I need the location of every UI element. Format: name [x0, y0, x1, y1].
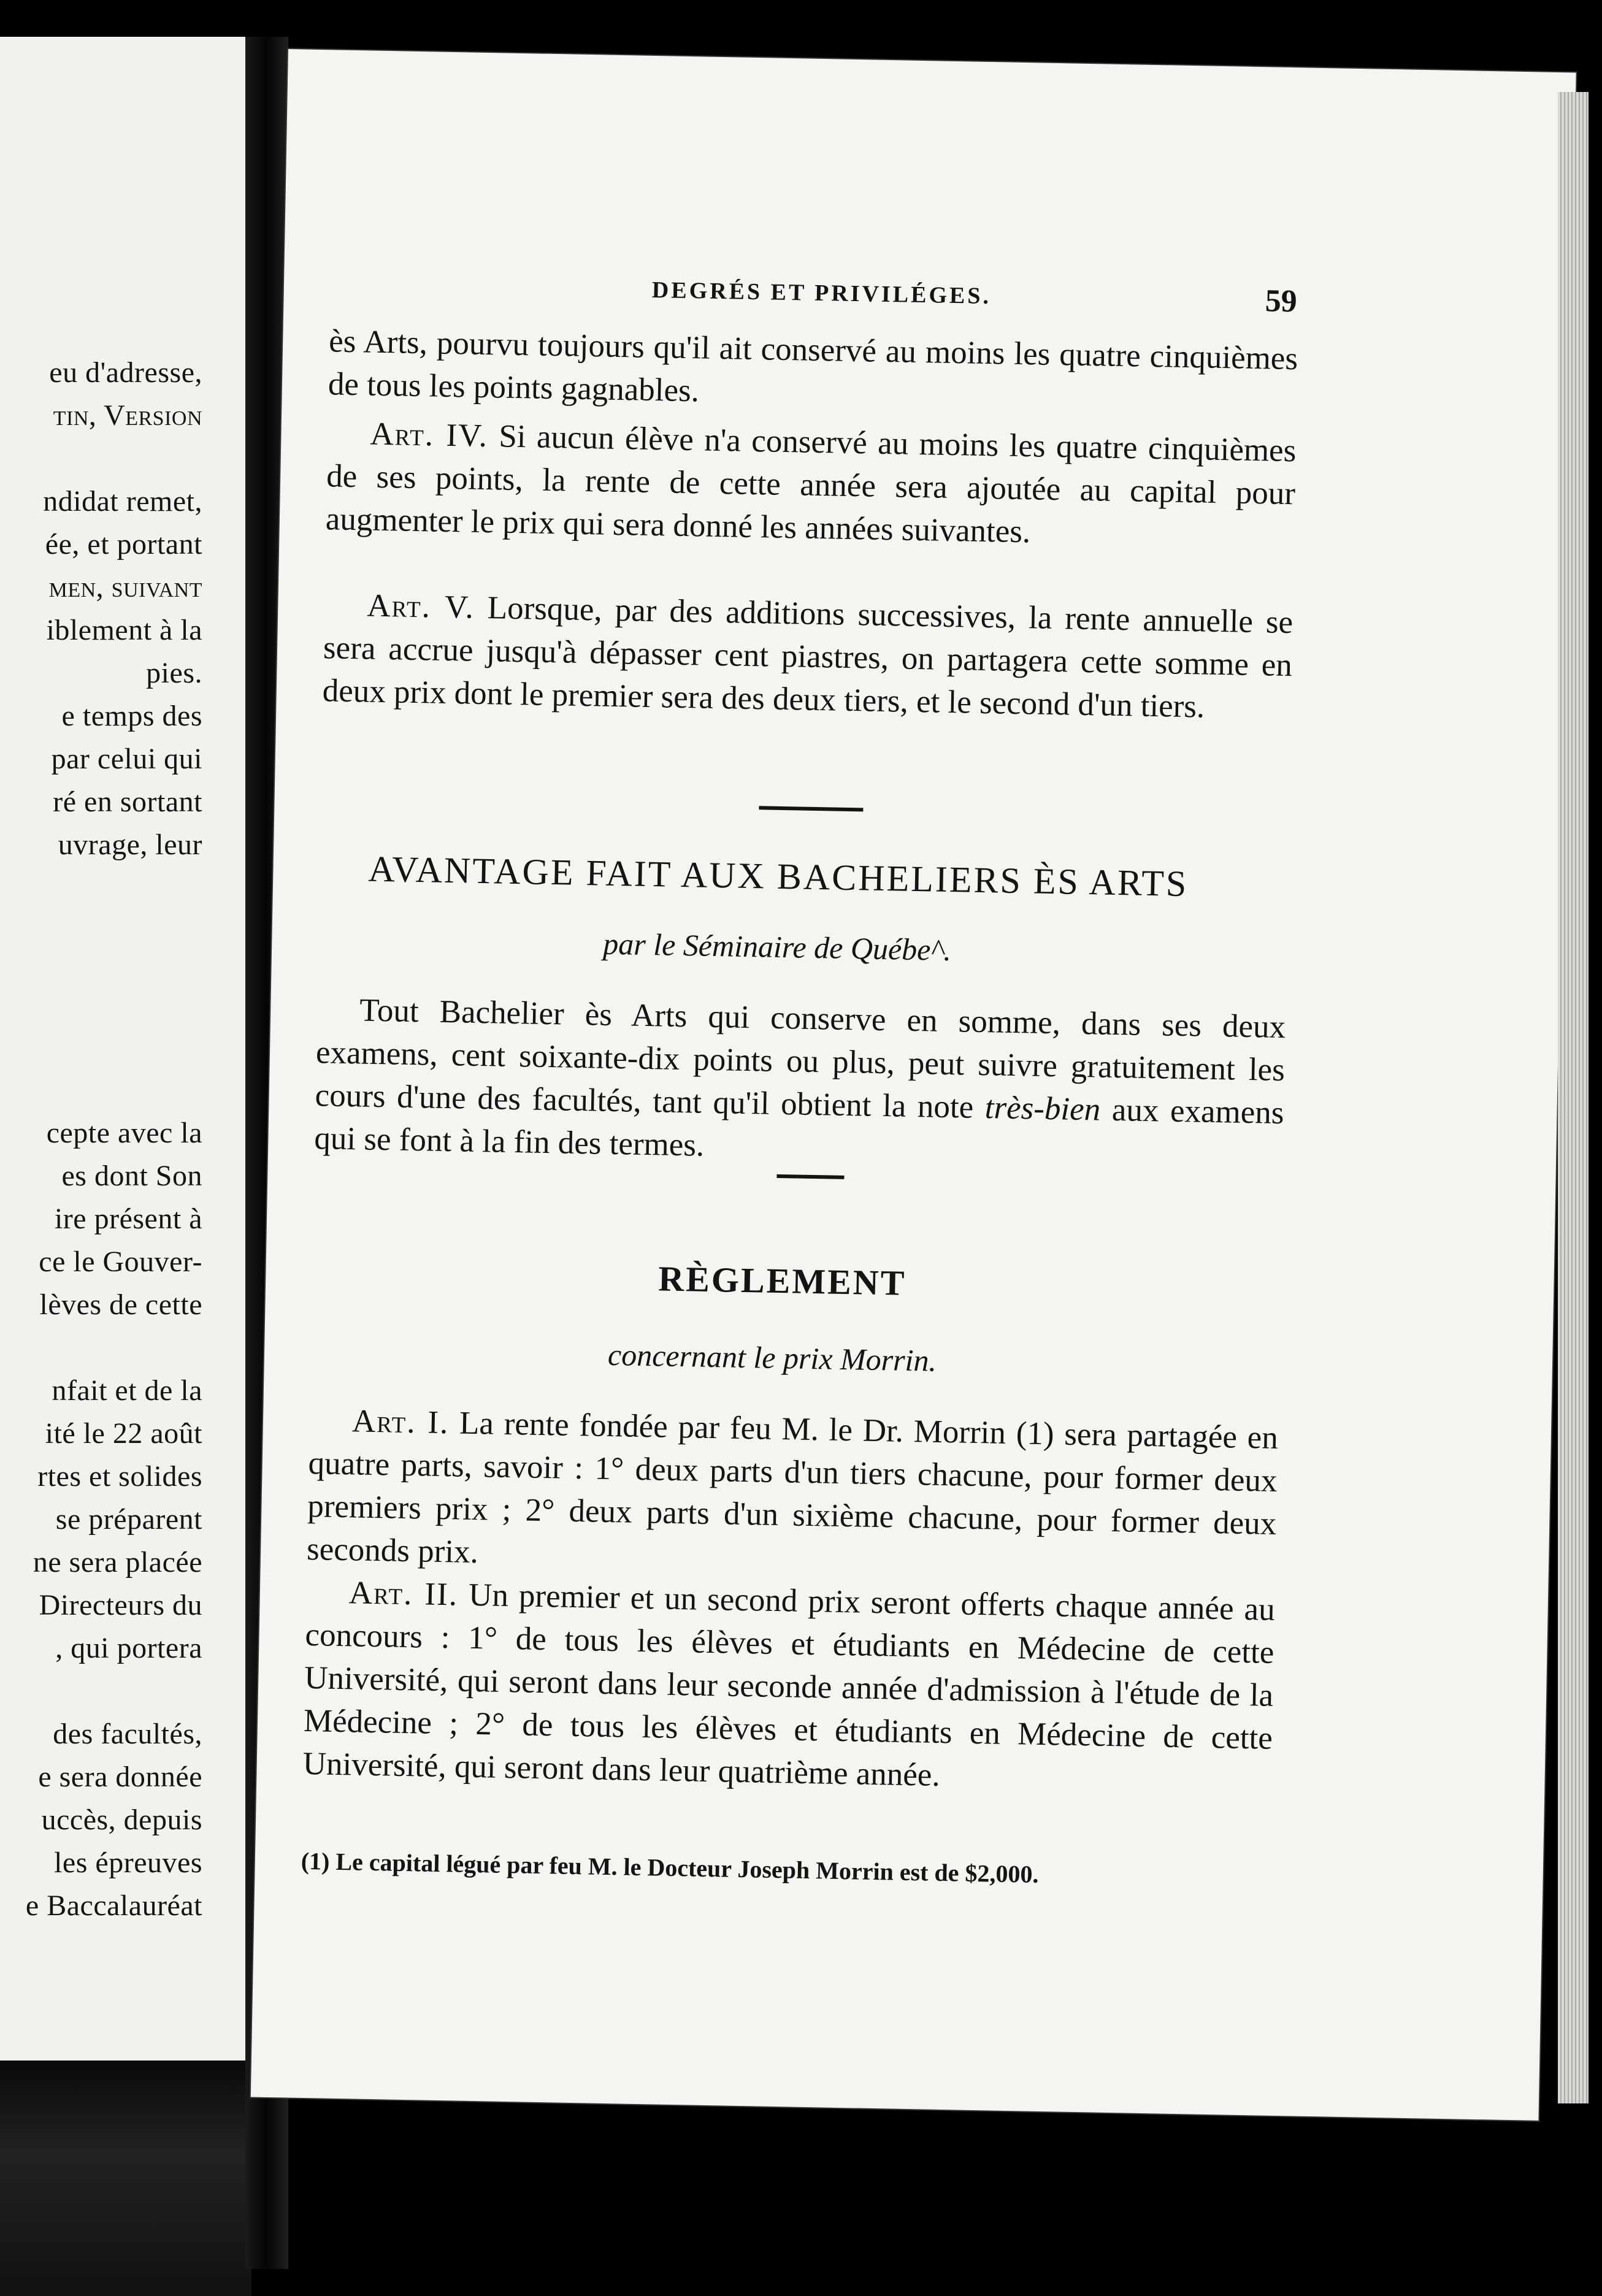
- left-line: ce le Gouver-: [39, 1246, 202, 1278]
- left-line: par celui qui: [51, 743, 202, 775]
- book-page-59: [251, 49, 1576, 2121]
- bachelier-italic-note: très-bien: [984, 1090, 1101, 1128]
- left-line: les épreuves: [54, 1846, 202, 1879]
- page-stack-edge: [1558, 92, 1589, 2103]
- left-line: ire présent à: [54, 1203, 202, 1235]
- left-line: pies.: [146, 657, 202, 689]
- bachelier-paragraph: [314, 988, 1286, 1177]
- article-label: Art. IV.: [369, 416, 489, 454]
- left-line: e Baccalauréat: [25, 1889, 202, 1922]
- article-4-paragraph: [325, 411, 1297, 558]
- article-5-paragraph: [322, 583, 1293, 730]
- article-text: Lorsque, par des additions successives, la rente annuelle se sera accrue jusqu'à dépasser cent piastres, on partagera cette somme en deux prix dont le premier sera des deux tiers, et le second d'un tiers.: [322, 589, 1293, 725]
- article-1: [307, 1399, 1279, 1588]
- left-line: e sera donnée: [38, 1761, 202, 1793]
- continuation-text: ès Arts, pourvu toujours qu'il ait conservé au moins les quatre cinquièmes de tous les points gagnables.: [328, 323, 1298, 409]
- section-divider: [776, 1174, 844, 1179]
- left-line: ré en sortant: [53, 786, 202, 818]
- left-line: uccès, depuis: [41, 1804, 202, 1836]
- left-line: se préparent: [55, 1503, 202, 1536]
- running-head: DEGRÉS ET PRIVILÉGES.: [651, 277, 992, 310]
- left-line: des facultés,: [53, 1718, 202, 1750]
- article-2-paragraph: [302, 1571, 1275, 1803]
- article-1-paragraph: [307, 1399, 1279, 1588]
- adjacent-left-page: [0, 37, 245, 2220]
- left-line: iblement à la: [46, 614, 202, 646]
- section-subheading-avantage: par le Séminaire de Québe^.: [602, 926, 952, 968]
- left-line: ée, et portant: [45, 528, 202, 561]
- paragraph-continuation: [328, 320, 1298, 423]
- left-line: , qui portera: [55, 1632, 202, 1664]
- left-line: Directeurs du: [39, 1589, 202, 1621]
- left-line: men, suivant: [48, 571, 202, 603]
- left-line: eu d'adresse,: [49, 356, 202, 389]
- bachelier-text: [314, 988, 1286, 1177]
- left-line: uvrage, leur: [58, 828, 202, 861]
- left-line: ne sera placée: [33, 1546, 202, 1578]
- left-line: rtes et solides: [37, 1460, 202, 1493]
- bachelier-text-b: aux examens qui se font à la fin des termes.: [313, 1092, 1285, 1163]
- page-number: 59: [1265, 283, 1298, 320]
- section-subheading-reglement: concernant le prix Morrin.: [607, 1337, 937, 1378]
- article-text: Un premier et un second prix seront offerts chaque année au concours : 1° de tous les élèves et étudiants en Médecine de cette Université, qui seront dans leur seconde année d'admission à l'étude de la Médecine ; 2° de tous les élèves et étudiants en Médecine de cette Université, qui seront dans leur quatrième année.: [302, 1577, 1276, 1793]
- article-text: Si aucun élève n'a conservé au moins les quatre cinquièmes de ses points, la rente de cette année sera ajoutée au capital pour augmenter le prix qui sera donné les années suivantes.: [325, 418, 1297, 550]
- article-label: Art. II.: [348, 1575, 459, 1613]
- article-4: [325, 411, 1297, 558]
- section-divider: [759, 806, 863, 811]
- left-line: cepte avec la: [46, 1117, 202, 1149]
- left-line: e temps des: [61, 700, 202, 732]
- article-5: [322, 583, 1293, 730]
- article-label: Art. I.: [351, 1403, 450, 1441]
- section-heading-reglement: RÈGLEMENT: [657, 1258, 906, 1303]
- bachelier-text-a: Tout Bachelier ès Arts qui conserve en somme, dans ses deux examens, cent soixante-dix points ou plus, peut suivre gratuitement les cours d'une des facultés, tant qu'il obtient la note: [315, 992, 1286, 1126]
- left-line: tin, Version: [53, 399, 202, 432]
- article-label: Art. V.: [366, 587, 475, 626]
- left-line: ndidat remet,: [43, 485, 202, 518]
- left-line: lèves de cette: [39, 1288, 202, 1321]
- left-page-shadow: [0, 2061, 251, 2296]
- section-heading-avantage: AVANTAGE FAIT AUX BACHELIERS ÈS ARTS: [367, 848, 1189, 905]
- footnote: (1) Le capital légué par feu M. le Docteur Joseph Morrin est de $2,000.: [301, 1846, 1039, 1888]
- left-line: es dont Son: [61, 1160, 202, 1192]
- article-text: La rente fondée par feu M. le Dr. Morrin (1) sera partagée en quatre parts, savoir : 1° deux parts d'un tiers chacune, pour former deux premiers prix ; 2° deux parts d'un sixième chacune, pour former deux seconds prix.: [306, 1405, 1279, 1571]
- left-line: nfait et de la: [52, 1374, 202, 1407]
- article-2: [302, 1571, 1275, 1803]
- left-line: ité le 22 août: [45, 1417, 202, 1450]
